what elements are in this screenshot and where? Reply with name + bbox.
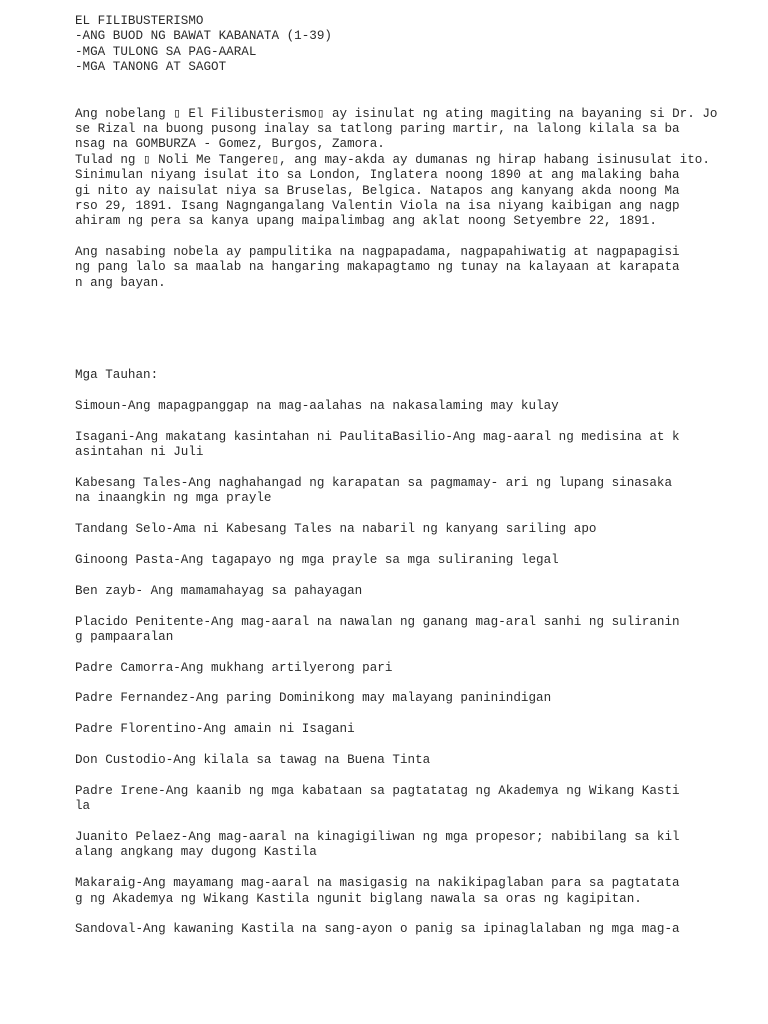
character-entry	[75, 876, 715, 907]
character-line: Padre Fernandez-Ang paring Dominikong may malayang paninindigan	[75, 691, 552, 706]
character-line: Isagani-Ang makatang kasintahan ni PaulitaBasilio-Ang mag-aaral ng medisina at k	[75, 429, 680, 444]
character-line: Tandang Selo-Ama ni Kabesang Tales na nabaril ng kanyang sariling apo	[75, 522, 597, 537]
character-line: Makaraig-Ang mayamang mag-aaral na masigasig na nakikipaglaban para sa pagtatata	[75, 876, 680, 891]
header-line: -MGA TULONG SA PAG-AARAL	[75, 44, 257, 59]
character-line: Don Custodio-Ang kilala sa tawag na Buena Tinta	[75, 753, 431, 768]
character-line: asintahan ni Juli	[75, 445, 204, 460]
character-entry	[75, 553, 715, 568]
character-entry	[75, 584, 715, 599]
character-line: na inaangkin ng mga prayle	[75, 491, 272, 506]
header-line: -ANG BUOD NG BAWAT KABANATA (1-39)	[75, 29, 332, 44]
character-line: Juanito Pelaez-Ang mag-aaral na kinagigiliwan ng mga propesor; nabibilang sa kil	[75, 829, 680, 844]
paragraph-line: se Rizal na buong pusong inalay sa tatlong paring martir, na lalong kilala sa ba	[75, 121, 680, 136]
character-line: Sandoval-Ang kawaning Kastila na sang-ayon o panig sa ipinaglalaban ng mga mag-a	[75, 922, 680, 937]
character-line: g ng Akademya ng Wikang Kastila ngunit biglang nawala sa oras ng kagipitan.	[75, 891, 642, 906]
character-line: g pampaaralan	[75, 629, 174, 644]
paragraph-line: Tulad ng ▯ Noli Me Tangere▯, ang may-akda ay dumanas ng hirap habang isinusulat ito.	[75, 152, 710, 167]
intro-paragraph-2	[75, 245, 715, 291]
paragraph-line: Ang nobelang ▯ El Filibusterismo▯ ay isinulat ng ating magiting na bayaning si Dr. Jo	[75, 106, 718, 121]
paragraph-line: n ang bayan.	[75, 275, 166, 290]
document-page	[75, 14, 718, 953]
character-line: Padre Camorra-Ang mukhang artilyerong pari	[75, 660, 393, 675]
paragraph-line: Ang nasabing nobela ay pampulitika na nagpapadama, nagpapahiwatig at nagpapagisi	[75, 245, 680, 260]
paragraph-line: ahiram ng pera sa kanya upang maipalimbag ang aklat noong Setyembre 22, 1891.	[75, 214, 657, 229]
header-line: -MGA TANONG AT SAGOT	[75, 60, 227, 75]
character-entry	[75, 399, 715, 414]
character-entry	[75, 784, 715, 815]
section-heading: Mga Tauhan:	[75, 368, 159, 383]
character-line: Simoun-Ang mapagpanggap na mag-aalahas na nakasalaming may kulay	[75, 399, 559, 414]
character-line: Padre Irene-Ang kaanib ng mga kabataan sa pagtatatag ng Akademya ng Wikang Kasti	[75, 783, 680, 798]
intro-paragraph	[75, 106, 718, 230]
paragraph-line: rso 29, 1891. Isang Nagngangalang Valentin Viola na isa niyang kaibigan ang nagp	[75, 198, 680, 213]
character-line: la	[75, 799, 91, 814]
character-entry	[75, 476, 715, 507]
character-entry	[75, 522, 715, 537]
character-entry	[75, 661, 715, 676]
character-entry	[75, 691, 715, 706]
paragraph-line: gi nito ay naisulat niya sa Bruselas, Belgica. Natapos ang kanyang akda noong Ma	[75, 183, 680, 198]
character-entry	[75, 430, 715, 461]
paragraph-line: ng pang lalo sa maalab na hangaring makapagtamo ng tunay na kalayaan at karapata	[75, 260, 680, 275]
character-entry	[75, 922, 715, 937]
character-list	[75, 399, 715, 938]
character-line: Ginoong Pasta-Ang tagapayo ng mga prayle sa mga suliraning legal	[75, 552, 559, 567]
document-header	[75, 14, 715, 76]
character-entry	[75, 830, 715, 861]
character-line: alang angkang may dugong Kastila	[75, 845, 317, 860]
header-line: EL FILIBUSTERISMO	[75, 14, 204, 28]
character-line: Ben zayb- Ang mamamahayag sa pahayagan	[75, 583, 363, 598]
paragraph-line: Sinimulan niyang isulat ito sa London, Inglatera noong 1890 at ang malaking baha	[75, 168, 680, 183]
paragraph-line: nsag na GOMBURZA - Gomez, Burgos, Zamora.	[75, 137, 385, 152]
character-entry	[75, 615, 715, 646]
character-entry	[75, 753, 715, 768]
character-entry	[75, 722, 715, 737]
character-line: Padre Florentino-Ang amain ni Isagani	[75, 722, 355, 737]
character-line: Placido Penitente-Ang mag-aaral na nawalan ng ganang mag-aral sanhi ng suliranin	[75, 614, 680, 629]
character-line: Kabesang Tales-Ang naghahangad ng karapatan sa pagmamay- ari ng lupang sinasaka	[75, 475, 673, 490]
